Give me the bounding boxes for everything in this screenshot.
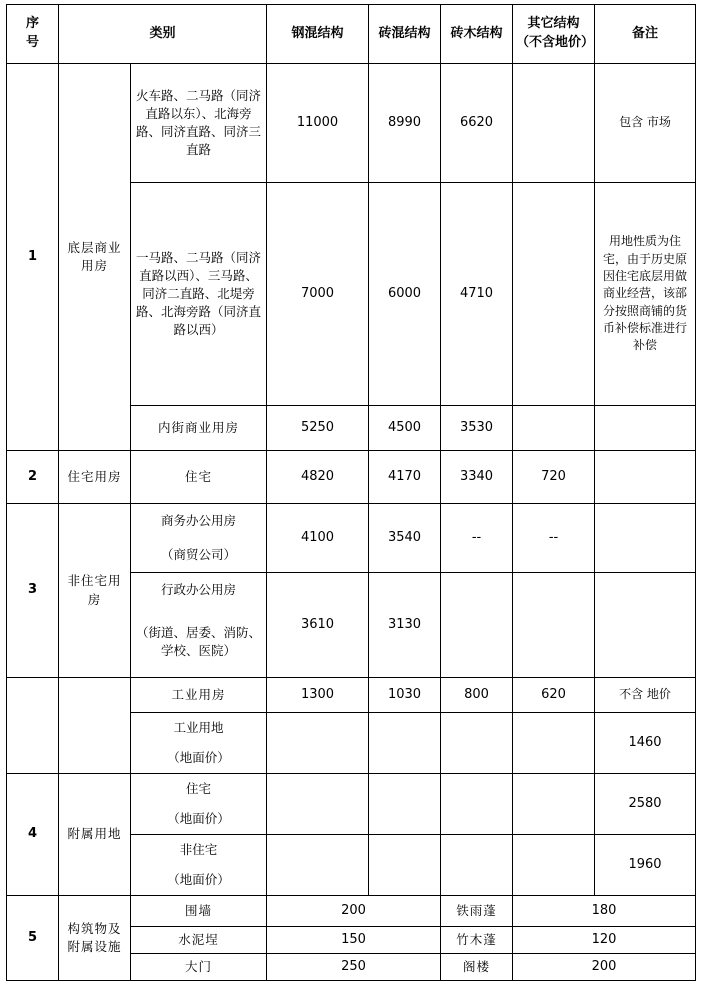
table-row [7, 64, 696, 183]
table-row [7, 896, 696, 927]
remark-r8: 1460 [595, 713, 696, 774]
value-brick-wood-r1: 6620 [441, 64, 513, 183]
table-row [7, 451, 696, 504]
value-brick-wood-r8 [441, 713, 513, 774]
value-steel-concrete-r1: 11000 [267, 64, 369, 183]
value-bamboo-canopy: 120 [513, 927, 696, 954]
subcategory-residential: 住宅 [131, 451, 267, 504]
row-index-3: 3 [7, 504, 59, 678]
value-steel-concrete-r8 [267, 713, 369, 774]
value-brick-wood-r6 [441, 573, 513, 678]
value-brick-wood-r5: -- [441, 504, 513, 573]
category-group-attached-land: 附属用地 [59, 774, 131, 896]
item-attic: 阁楼 [441, 954, 513, 981]
value-other-r10 [513, 835, 595, 896]
value-other-r5: -- [513, 504, 595, 573]
subcategory-street-list-east: 火车路、二马路（同济直路以东）、北海旁路、同济直路、同济三直路 [131, 64, 267, 183]
value-brick-concrete-r5: 3540 [369, 504, 441, 573]
remark-r5 [595, 504, 696, 573]
value-brick-concrete-r10 [369, 835, 441, 896]
remark-r9: 2580 [595, 774, 696, 835]
header-brick-concrete: 砖混结构 [369, 5, 441, 64]
category-group-commercial-ground-floor: 底层商业用房 [59, 64, 131, 451]
header-brick-wood: 砖木结构 [441, 5, 513, 64]
value-steel-concrete-r6: 3610 [267, 573, 369, 678]
table-row [7, 774, 696, 805]
value-brick-concrete-r2: 6000 [369, 183, 441, 406]
value-other-r6 [513, 573, 595, 678]
value-attic: 200 [513, 954, 696, 981]
value-steel-concrete-r10 [267, 835, 369, 896]
value-gate: 250 [267, 954, 441, 981]
subcategory-attached-non-residential: 非住宅 [131, 835, 267, 866]
value-brick-wood-r7: 800 [441, 678, 513, 713]
value-iron-canopy: 180 [513, 896, 696, 927]
row-index-4: 4 [7, 774, 59, 896]
item-iron-canopy: 铁雨蓬 [441, 896, 513, 927]
row-index-3-cont [7, 678, 59, 774]
header-steel-concrete: 钢混结构 [267, 5, 369, 64]
row-index-2: 2 [7, 451, 59, 504]
category-group-non-residential: 非住宅用房 [59, 504, 131, 678]
value-brick-wood-r9 [441, 774, 513, 835]
value-steel-concrete-r5: 4100 [267, 504, 369, 573]
remark-r1: 包含 市场 [595, 64, 696, 183]
value-other-r2 [513, 183, 595, 406]
value-brick-wood-r3: 3530 [441, 406, 513, 451]
value-steel-concrete-r4: 4820 [267, 451, 369, 504]
value-steel-concrete-r2: 7000 [267, 183, 369, 406]
value-other-r1 [513, 64, 595, 183]
value-brick-concrete-r9 [369, 774, 441, 835]
subcategory-street-list-west: 一马路、二马路（同济直路以西）、三马路、同济二直路、北堤旁路、北海旁路（同济直路以西） [131, 183, 267, 406]
header-other-structure: 其它结构（不含地价） [513, 5, 595, 64]
value-brick-wood-r2: 4710 [441, 183, 513, 406]
item-gate: 大门 [131, 954, 267, 981]
remark-r10: 1960 [595, 835, 696, 896]
value-other-r3 [513, 406, 595, 451]
subcategory-inner-street-commercial: 内街商业用房 [131, 406, 267, 451]
value-other-r9 [513, 774, 595, 835]
item-wall: 围墙 [131, 896, 267, 927]
subcategory-industrial-land-note: （地面价） [131, 743, 267, 774]
remark-r7: 不含 地价 [595, 678, 696, 713]
value-brick-concrete-r8 [369, 713, 441, 774]
value-other-r8 [513, 713, 595, 774]
remark-r4 [595, 451, 696, 504]
value-cement-yard: 150 [267, 927, 441, 954]
value-other-r7: 620 [513, 678, 595, 713]
value-brick-wood-r4: 3340 [441, 451, 513, 504]
header-remark: 备注 [595, 5, 696, 64]
value-other-r4: 720 [513, 451, 595, 504]
header-index-line1: 序 [25, 16, 39, 32]
category-group-non-residential-cont [59, 678, 131, 774]
value-brick-concrete-r6: 3130 [369, 573, 441, 678]
value-brick-concrete-r4: 4170 [369, 451, 441, 504]
subcategory-administrative-office-note: （街道、居委、消防、学校、医院） [131, 607, 267, 678]
subcategory-attached-residential-note: （地面价） [131, 804, 267, 835]
table-header-row [7, 5, 696, 64]
value-steel-concrete-r9 [267, 774, 369, 835]
table-row [7, 678, 696, 713]
category-group-structures-facilities: 构筑物及附属设施 [59, 896, 131, 981]
header-index [7, 5, 59, 64]
remark-r2: 用地性质为住宅，由于历史原因住宅底层用做商业经营，该部分按照商铺的货币补偿标准进行补偿 [595, 183, 696, 406]
item-cement-yard: 水泥埕 [131, 927, 267, 954]
value-steel-concrete-r7: 1300 [267, 678, 369, 713]
value-brick-concrete-r3: 4500 [369, 406, 441, 451]
table-row [7, 504, 696, 539]
subcategory-attached-residential: 住宅 [131, 774, 267, 805]
subcategory-industrial-land: 工业用地 [131, 713, 267, 744]
value-brick-concrete-r1: 8990 [369, 64, 441, 183]
category-group-residential: 住宅用房 [59, 451, 131, 504]
value-wall: 200 [267, 896, 441, 927]
row-index-1: 1 [7, 64, 59, 451]
subcategory-business-office-note: （商贸公司） [131, 538, 267, 573]
value-brick-wood-r10 [441, 835, 513, 896]
item-bamboo-canopy: 竹木蓬 [441, 927, 513, 954]
header-category: 类别 [59, 5, 267, 64]
remark-r3 [595, 406, 696, 451]
header-index-line2: 号 [25, 35, 39, 50]
subcategory-industrial-building: 工业用房 [131, 678, 267, 713]
value-steel-concrete-r3: 5250 [267, 406, 369, 451]
remark-r6 [595, 573, 696, 678]
row-index-5: 5 [7, 896, 59, 981]
value-brick-concrete-r7: 1030 [369, 678, 441, 713]
subcategory-attached-non-residential-note: （地面价） [131, 865, 267, 896]
compensation-table [6, 4, 696, 981]
compensation-standard-sheet [0, 4, 701, 1001]
subcategory-business-office: 商务办公用房 [131, 504, 267, 539]
subcategory-administrative-office: 行政办公用房 [131, 573, 267, 608]
